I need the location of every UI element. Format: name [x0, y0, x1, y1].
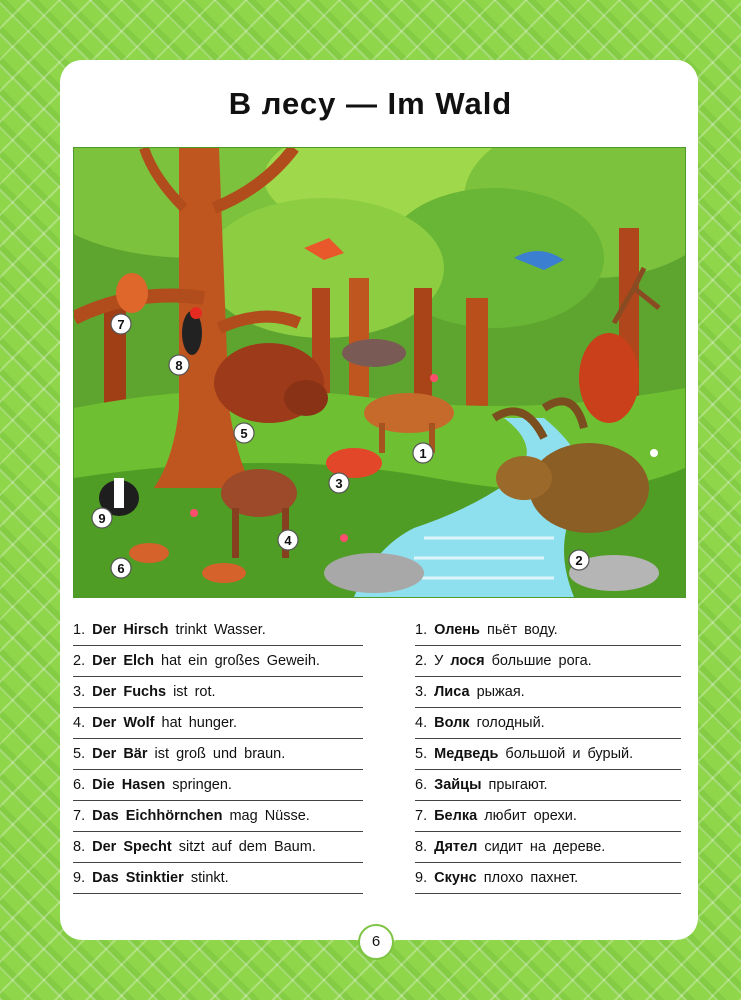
marker-8	[169, 355, 189, 375]
marker-3	[329, 473, 349, 493]
marker-1	[413, 443, 433, 463]
german-vocabulary-list	[73, 615, 363, 894]
svg-text:4: 4	[284, 533, 292, 548]
svg-text:3: 3	[335, 476, 343, 491]
list-item: 3. Лиса рыжая.	[415, 677, 681, 708]
list-item: 2. Der Elch hat ein großes Geweih.	[73, 646, 363, 677]
list-item: 6. Die Hasen springen.	[73, 770, 363, 801]
svg-text:8: 8	[175, 358, 183, 373]
page-number: 6	[358, 924, 394, 960]
marker-2	[569, 550, 589, 570]
list-item: 5. Медведь большой и бурый.	[415, 739, 681, 770]
list-item: 9. Das Stinktier stinkt.	[73, 863, 363, 894]
russian-vocabulary-list	[415, 615, 681, 894]
page-title: В лесу — Im Wald	[228, 86, 513, 121]
svg-text:5: 5	[240, 426, 248, 441]
forest-illustration	[73, 147, 686, 598]
list-item: 6. Зайцы прыгают.	[415, 770, 681, 801]
list-item: 1. Олень пьёт воду.	[415, 615, 681, 646]
list-item: 1. Der Hirsch trinkt Wasser.	[73, 615, 363, 646]
list-item: 7. Das Eichhörnchen mag Nüsse.	[73, 801, 363, 832]
list-item: 7. Белка любит орехи.	[415, 801, 681, 832]
marker-9	[92, 508, 112, 528]
svg-text:9: 9	[98, 511, 106, 526]
marker-4	[278, 530, 298, 550]
marker-6	[111, 558, 131, 578]
list-item: 4. Der Wolf hat hunger.	[73, 708, 363, 739]
list-item: 8. Дятел сидит на дереве.	[415, 832, 681, 863]
svg-text:6: 6	[117, 561, 125, 576]
svg-text:2: 2	[575, 553, 583, 568]
list-item: 9. Скунс плохо пахнет.	[415, 863, 681, 894]
forest-scene	[74, 148, 685, 597]
list-item: 3. Der Fuchs ist rot.	[73, 677, 363, 708]
marker-5	[234, 423, 254, 443]
list-item: 4. Волк голодный.	[415, 708, 681, 739]
svg-text:7: 7	[117, 317, 125, 332]
svg-text:1: 1	[419, 446, 427, 461]
list-item: 5. Der Bär ist groß und braun.	[73, 739, 363, 770]
list-item: 2. У лося большие рога.	[415, 646, 681, 677]
list-item: 8. Der Specht sitzt auf dem Baum.	[73, 832, 363, 863]
marker-7	[111, 314, 131, 334]
